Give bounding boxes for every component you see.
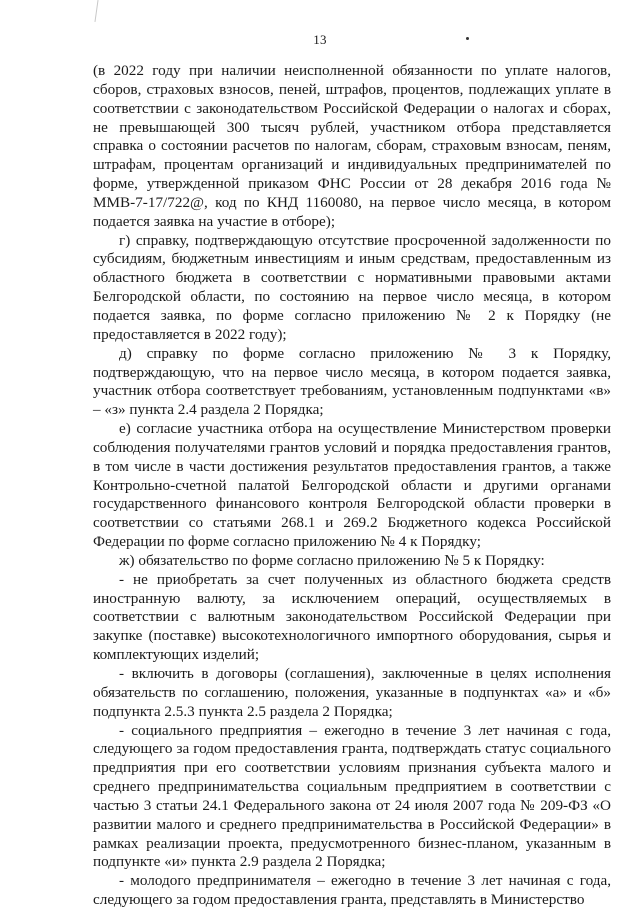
paragraph-tax-certificate: (в 2022 году при наличии неисполненной обязанности по уплате налогов, сборов, страховых взносов, пеней, штрафов, процентов, подлежащих уплате в соответствии с законодательством Российской Федерации о налогах и сборах, не превышающей 300 тысяч рублей, участником отбора представляется справка о состоянии расчетов по налогам, сборам, страховым взносам, пеням, штрафам, процентам организаций и индивидуальных предпринимателей по форме, утвержденной приказом ФНС России от 28 декабря 2016 года № ММВ-7-17/722@, код по КНД 1160080, на первое число месяца, в котором подается заявка на участие в отборе);	[93, 62, 611, 230]
list-item-young-entrepreneur: - молодого предпринимателя – ежегодно в течение 3 лет начиная с года, следующего за годом предоставления гранта, представлять в Министерство	[93, 872, 611, 909]
page-number: 13	[313, 32, 327, 47]
list-item-social-enterprise: - социального предприятия – ежегодно в течение 3 лет начиная с года, следующего за годом предоставления гранта, подтверждать статус социального предприятия при его соответствии условиям признания субъекта малого и среднего предпринимательства социальным предприятием в соответствии с частью 3 статьи 24.1 Федерального закона от 24 июля 2007 года № 209-ФЗ «О развитии малого и среднего предпринимательства в Российской Федерации» в рамках реализации проекта, предусмотренного бизнес-планом, указанным в подпункте «и» пункта 2.9 раздела 2 Порядка;	[93, 721, 611, 871]
paragraph-g-debt-certificate: г) справку, подтверждающую отсутствие просроченной задолженности по субсидиям, бюджетным инвестициям и иным средствам, предоставленным из областного бюджета в соответствии с нормативными правовыми актами Белгородской области, по состоянию на первое число месяца, в котором подается заявка, по форме согласно приложению № 2 к Порядку (не предоставляется в 2022 году);	[93, 231, 611, 343]
scan-dot-mark	[466, 37, 469, 40]
scan-artifact-line	[94, 0, 98, 22]
list-item-currency: - не приобретать за счет полученных из областного бюджета средств иностранную валюту, за исключением операций, осуществляемых в соответствии с валютным законодательством Российской Федерации при закупке (поставке) высокотехнологичного импортного оборудования, сырья и комплектующих изделий;	[93, 570, 611, 664]
paragraph-zh-obligation: ж) обязательство по форме согласно приложению № 5 к Порядку:	[119, 551, 545, 569]
paragraph-e-consent: е) согласие участника отбора на осуществление Министерством проверки соблюдения получателями грантов условий и порядка предоставления грантов, в том числе в части достижения результатов предоставления грантов, а также Контрольно-счетной палатой Белгородской области и другими органами государственного финансового контроля Белгородской области проверки в соответствии со статьями 268.1 и 269.2 Бюджетного кодекса Российской Федерации по форме согласно приложению № 4 к Порядку;	[93, 420, 611, 551]
list-item-contracts: - включить в договоры (соглашения), заключенные в целях исполнения обязательств по соглашению, положения, указанные в подпунктах «а» и «б» подпункта 2.5.3 пункта 2.5 раздела 2 Порядка;	[93, 665, 611, 720]
paragraph-d-compliance-certificate: д) справку по форме согласно приложению № 3 к Порядку, подтверждающую, что на первое число месяца, в котором подается заявка, участник отбора соответствует требованиям, установленным подпунктами «в» – «з» пункта 2.4 раздела 2 Порядка;	[93, 344, 611, 419]
document-body	[93, 62, 611, 910]
